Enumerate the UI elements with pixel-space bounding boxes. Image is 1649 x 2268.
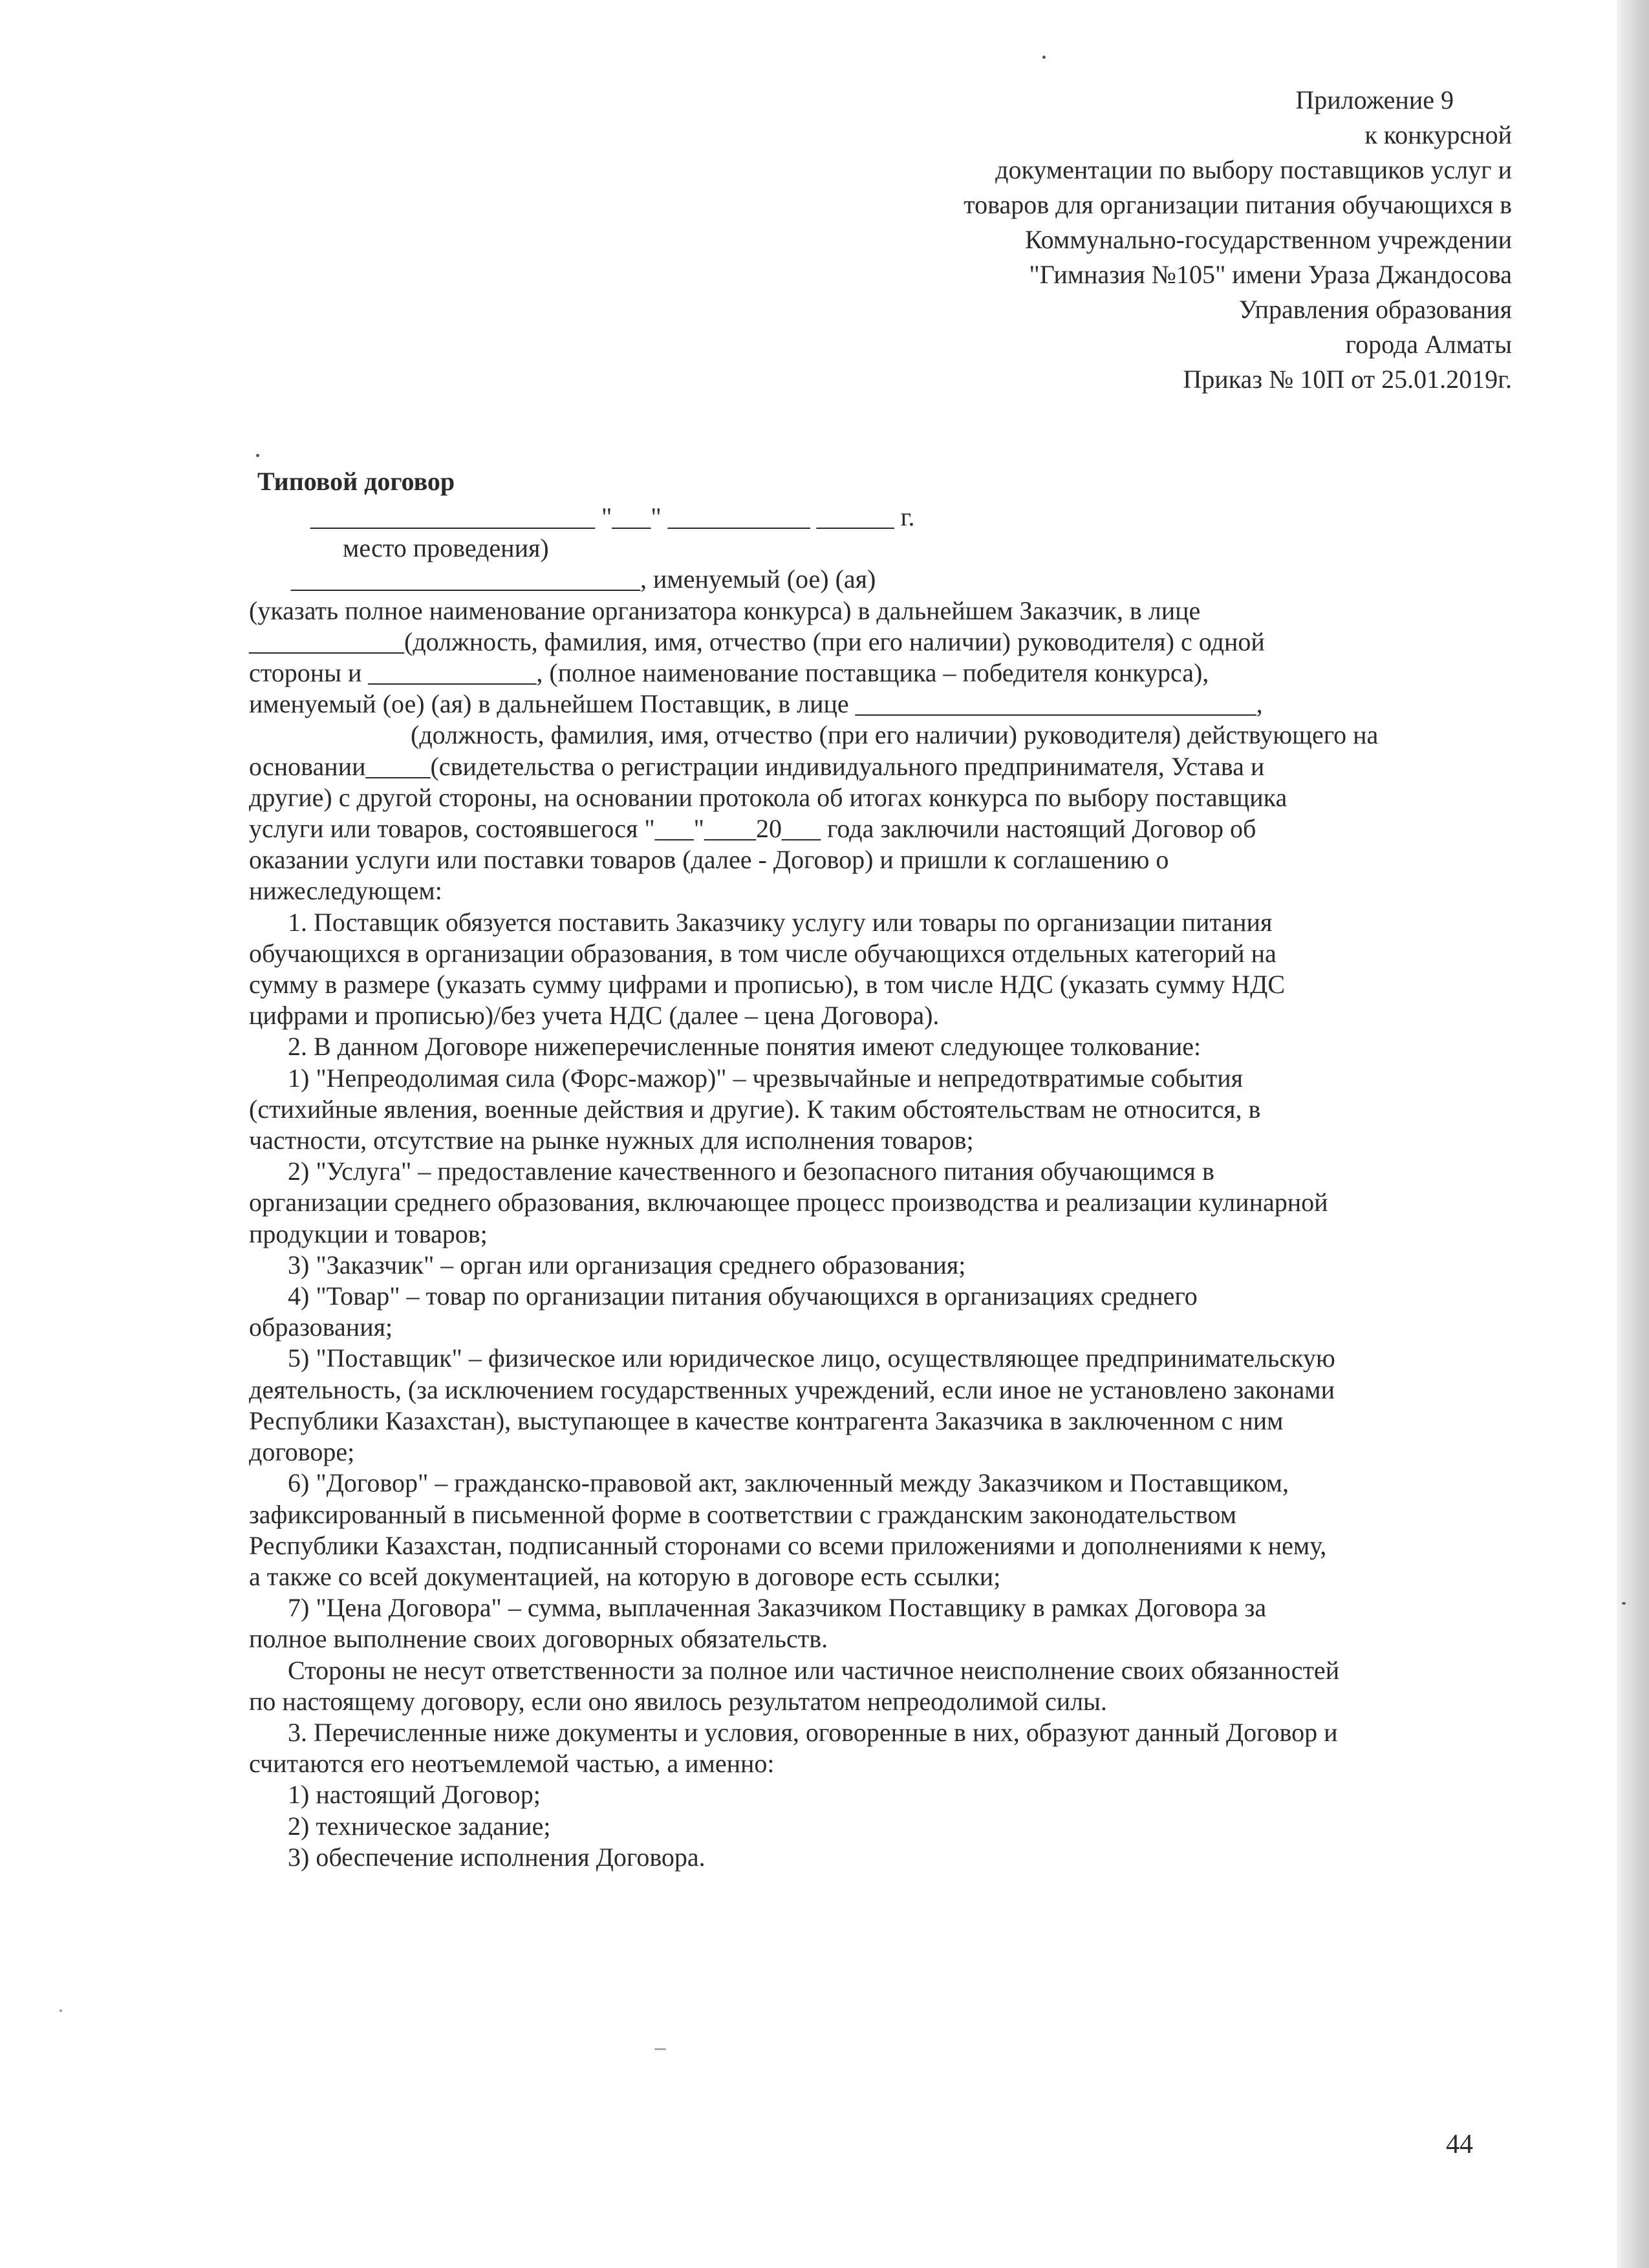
body-line: зафиксированный в письменной форме в соответствии с гражданским законодательством — [249, 1499, 1237, 1529]
document-title: Типовой договор — [257, 467, 455, 496]
body-line: 6) "Договор" – гражданско-правовой акт, заключенный между Заказчиком и Поставщиком, — [288, 1468, 1289, 1498]
header-line: Приложение 9 — [1295, 85, 1454, 114]
body-line: стороны и _____________, (полное наименование поставщика – победителя конкурса), — [249, 658, 1209, 688]
body-line: основании_____(свидетельства о регистрации индивидуального предпринимателя, Устава и — [249, 751, 1265, 781]
document-header — [671, 83, 1512, 397]
scan-speck — [1042, 56, 1046, 59]
scan-speck — [654, 2048, 666, 2050]
body-line: (указать полное наименование организатора конкурса) в дальнейшем Заказчик, в лице — [249, 595, 1201, 625]
body-line: ___________________________, именуемый (ое) (ая) — [291, 564, 876, 594]
body-line: нижеследующем: — [249, 876, 442, 906]
body-line: полное выполнение своих договорных обязательств. — [249, 1624, 828, 1654]
body-line: услуги или товаров, состоявшегося "___"____20___ года заключили настоящий Договор об — [249, 814, 1256, 844]
header-line: "Гимназия №105" имени Ураза Джандосова — [1029, 260, 1512, 289]
body-line: 4) "Товар" – товар по организации питания обучающихся в организациях среднего — [288, 1281, 1198, 1311]
body-line: оказании услуги или поставки товаров (далее - Договор) и пришли к соглашению о — [249, 845, 1169, 875]
document-body — [249, 502, 1497, 1873]
body-line: продукции и товаров; — [249, 1219, 488, 1248]
body-line: договоре; — [249, 1437, 355, 1467]
body-line: Республики Казахстан), выступающее в качестве контрагента Заказчика в заключенном с ним — [249, 1406, 1284, 1435]
body-line: ______________________ "___" ___________ ______ г. — [310, 502, 915, 531]
scan-edge — [1617, 0, 1649, 2268]
body-line: именуемый (ое) (ая) в дальнейшем Поставщик, в лице _______________________________, — [249, 689, 1263, 719]
body-line: 1) "Непреодолимая сила (Форс-мажор)" – чрезвычайные и непредотвратимые события — [288, 1063, 1244, 1093]
body-line: (должность, фамилия, имя, отчество (при его наличии) руководителя) действующего на — [411, 720, 1379, 750]
body-line: 1. Поставщик обязуется поставить Заказчику услугу или товары по организации питания — [288, 907, 1273, 937]
body-line: сумму в размере (указать сумму цифрами и прописью), в том числе НДС (указать сумму НДС — [249, 970, 1286, 1000]
header-line: Управления образования — [1238, 295, 1512, 324]
body-line: (стихийные явления, военные действия и другие). К таким обстоятельствам не относится, в — [249, 1094, 1261, 1124]
body-line: частности, отсутствие на рынке нужных для исполнения товаров; — [249, 1126, 974, 1155]
body-line: образования; — [249, 1312, 393, 1342]
header-line: города Алматы — [1345, 330, 1512, 359]
body-line: Республики Казахстан, подписанный сторонами со всеми приложениями и дополнениями к нему, — [249, 1530, 1327, 1560]
body-line: Стороны не несут ответственности за полное или частичное неисполнение своих обязанностей — [288, 1655, 1340, 1685]
scan-speck — [256, 454, 259, 457]
body-line: считаются его неотъемлемой частью, а именно: — [249, 1749, 775, 1779]
header-line: товаров для организации питания обучающихся в — [964, 190, 1512, 219]
body-line: 7) "Цена Договора" – сумма, выплаченная Заказчиком Поставщику в рамках Договора за — [288, 1593, 1267, 1623]
body-line: 2) "Услуга" – предоставление качественного и безопасного питания обучающимся в — [288, 1157, 1214, 1186]
body-line: 3) "Заказчик" – орган или организация среднего образования; — [288, 1250, 966, 1279]
body-line: обучающихся в организации образования, в том числе обучающихся отдельных категорий на — [249, 938, 1277, 968]
body-line: организации среднего образования, включающее процесс производства и реализации кулинарной — [249, 1188, 1328, 1217]
page-number: 44 — [1446, 2130, 1473, 2159]
scan-speck — [1622, 1602, 1626, 1605]
body-line: цифрами и прописью)/без учета НДС (далее – цена Договора). — [249, 1001, 940, 1031]
scan-speck — [59, 2009, 62, 2012]
body-line: ____________(должность, фамилия, имя, отчество (при его наличии) руководителя) с одной — [249, 626, 1265, 656]
body-line: другие) с другой стороны, на основании протокола об итогах конкурса по выбору поставщика — [249, 782, 1288, 812]
body-line: по настоящему договору, если оно явилось результатом непреодолимой силы. — [249, 1686, 1107, 1716]
header-line: документации по выбору поставщиков услуг и — [995, 155, 1512, 184]
body-line: 2) техническое задание; — [288, 1811, 551, 1841]
header-line: Коммунально-государственном учреждении — [1024, 225, 1512, 254]
body-line: 2. В данном Договоре нижеперечисленные понятия имеют следующее толкование: — [288, 1032, 1202, 1062]
body-line: место проведения) — [343, 533, 549, 563]
body-line: 1) настоящий Договор; — [288, 1780, 541, 1810]
header-line: Приказ № 10П от 25.01.2019г. — [1183, 365, 1512, 394]
body-line: 3) обеспечение исполнения Договора. — [288, 1842, 706, 1872]
body-line: деятельность, (за исключением государственных учреждений, если иное не установлено законами — [249, 1375, 1335, 1404]
body-line: а также со всей документацией, на которую в договоре есть ссылки; — [249, 1561, 1001, 1591]
body-line: 5) "Поставщик" – физическое или юридическое лицо, осуществляющее предпринимательскую — [288, 1343, 1335, 1373]
body-line: 3. Перечисленные ниже документы и условия, оговоренные в них, образуют данный Договор и — [288, 1717, 1338, 1747]
header-line: к конкурсной — [1364, 120, 1512, 149]
